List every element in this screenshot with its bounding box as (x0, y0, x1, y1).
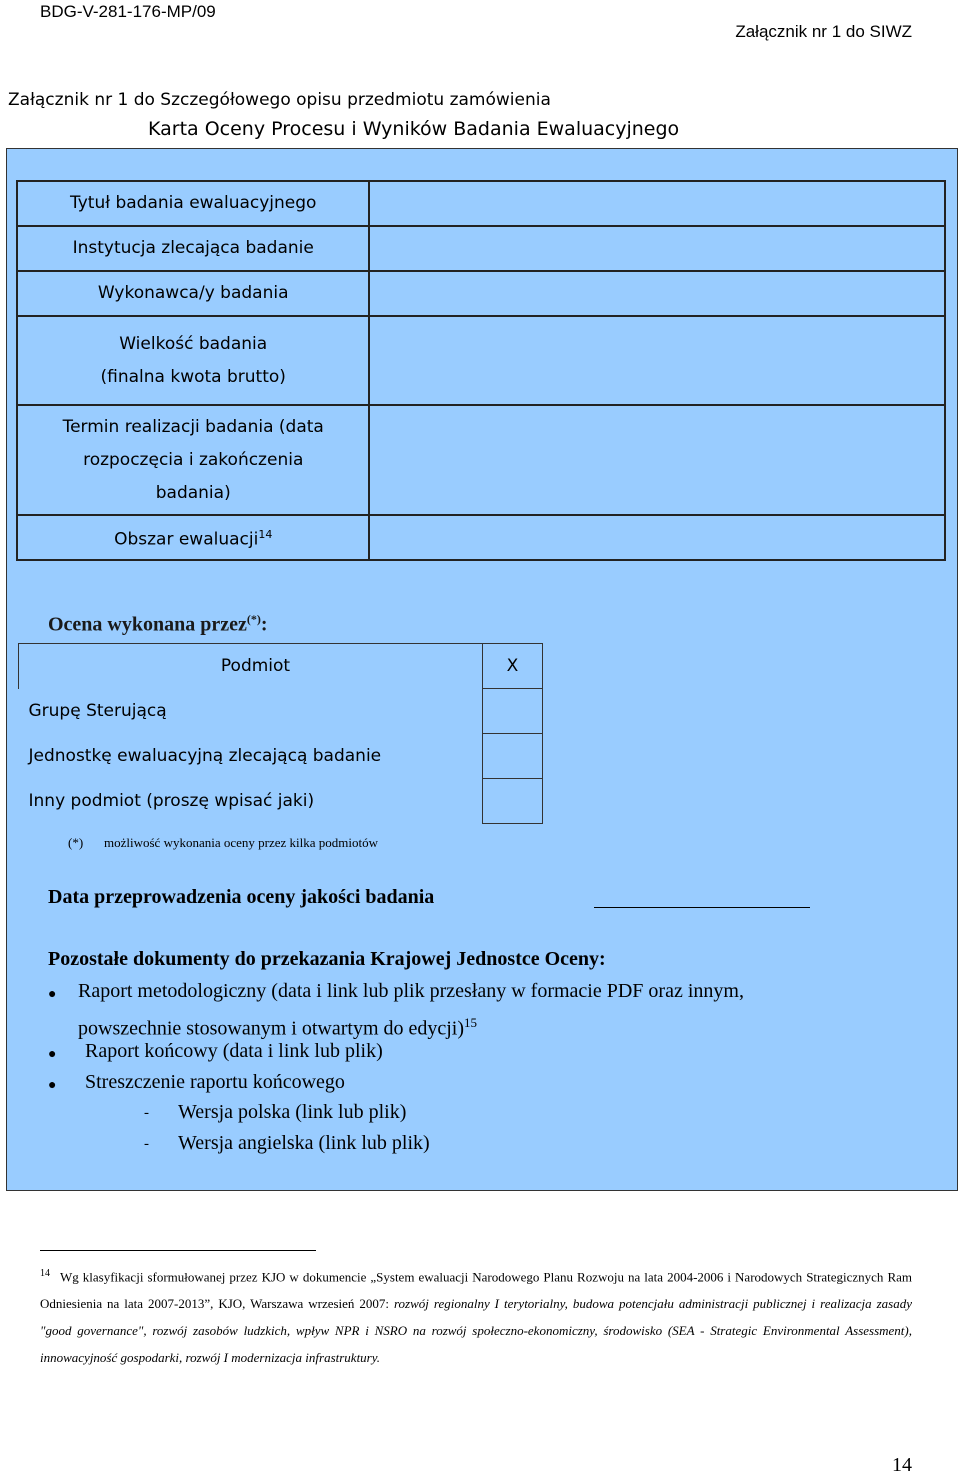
evaluation-area-field[interactable] (369, 515, 945, 560)
assessor-row-steering-group: Grupę Sterującą (28, 701, 167, 721)
institution-label: Instytucja zlecająca badanie (17, 226, 369, 271)
assessor-table (18, 643, 543, 824)
footnote-ref-15: 15 (464, 1015, 478, 1030)
methodology-line-2-text: powszechnie stosowanym i otwartym do edycji) (78, 1017, 465, 1040)
assessment-note (68, 835, 378, 851)
study-term-label-line-1: Termin realizacji badania (data (62, 416, 324, 437)
assessor-row-other: Inny podmiot (proszę wpisać jaki) (28, 791, 315, 811)
assessment-heading-text: Ocena wykonana przez (48, 613, 247, 636)
document-subitem-english: Wersja angielska (link lub plik) (178, 1132, 430, 1154)
document-code: BDG-V-281-176-MP/09 (40, 2, 216, 21)
assessor-checkbox-other[interactable] (483, 779, 543, 824)
document-item-summary: Streszczenie raportu końcowego (85, 1071, 345, 1093)
study-term-label (17, 405, 369, 515)
contractor-label: Wykonawca/y badania (17, 271, 369, 316)
footnote-divider (40, 1250, 316, 1251)
study-term-field[interactable] (369, 405, 945, 515)
footnote-italic-text: rozwój regionalny I terytorialny, budowa potencjału administracji publicznej i realizacja zasady "good governance", rozwój zasobów ludzkich, wpływ NPR i NSRO na rozwój społeczno-ekonomiczny, środowisko (SEA - Strategic Environmental Assessment), innowacyjność gospodarki, rozwój I modernizacja infrastruktury. (40, 1296, 912, 1366)
entity-column-header: Podmiot (19, 644, 483, 689)
evaluation-date-field[interactable] (594, 907, 810, 908)
footnote-text: Wg klasyfikacji sformułowanej przez KJO w dokumencie „System ewaluacji Narodowego Planu Rozwoju na lata 2004-2006 i Narodowych Strategicznych Ram Odniesienia na lata 2007-2013”, KJO, Warszawa wrzesień 2007: (40, 1269, 912, 1312)
study-size-label (17, 316, 369, 405)
assessment-heading (48, 612, 268, 637)
bullet-icon: ● (48, 1045, 57, 1061)
study-title-label: Tytuł badania ewaluacyjnego (17, 181, 369, 226)
mark-column-header: X (483, 644, 543, 689)
documents-heading: Pozostałe dokumenty do przekazania Krajowej Jednostce Oceny: (48, 948, 606, 970)
note-text: możliwość wykonania oceny przez kilka podmiotów (104, 835, 379, 850)
dash-icon: - (144, 1136, 149, 1152)
bullet-icon: ● (48, 985, 57, 1001)
footnote-14 (40, 1260, 912, 1371)
assessor-checkbox-evaluation-unit[interactable] (483, 734, 543, 779)
study-title-field[interactable] (369, 181, 945, 226)
assessment-heading-colon: : (260, 613, 268, 636)
assessor-row-evaluation-unit: Jednostkę ewaluacyjną zlecającą badanie (28, 746, 382, 766)
evaluation-date-label: Data przeprowadzenia oceny jakości badania (48, 886, 435, 908)
footnote-ref-14: 14 (258, 528, 273, 542)
annex-line: Załącznik nr 1 do Szczegółowego opisu przedmiotu zamówienia (8, 90, 551, 110)
study-term-label-line-2: rozpoczęcia i zakończenia (83, 449, 304, 470)
contractor-field[interactable] (369, 271, 945, 316)
page-number: 14 (892, 1454, 912, 1476)
document-subitem-polish: Wersja polska (link lub plik) (178, 1101, 407, 1123)
institution-field[interactable] (369, 226, 945, 271)
bullet-icon: ● (48, 1076, 57, 1092)
document-item-final-report: Raport końcowy (data i link lub plik) (85, 1040, 383, 1062)
evaluation-area-label (17, 515, 369, 560)
assessment-heading-asterisk: (*) (246, 612, 261, 626)
note-mark: (*) (68, 835, 84, 850)
study-term-label-line-3: badania) (155, 482, 231, 503)
study-info-table (16, 180, 946, 561)
evaluation-area-text: Obszar ewaluacji (114, 529, 259, 550)
assessor-checkbox-steering-group[interactable] (483, 689, 543, 734)
document-item-methodology-line-1: Raport metodologiczny (data i link lub plik przesłany w formacie PDF oraz innym, (78, 980, 744, 1002)
study-size-label-line-1: Wielkość badania (119, 333, 268, 354)
page-title: Karta Oceny Procesu i Wyników Badania Ewaluacyjnego (148, 118, 680, 140)
dash-icon: - (144, 1105, 149, 1121)
study-size-field[interactable] (369, 316, 945, 405)
footnote-number: 14 (40, 1268, 50, 1279)
annex-label: Załącznik nr 1 do SIWZ (735, 22, 912, 41)
study-size-label-line-2: (finalna kwota brutto) (100, 366, 286, 387)
